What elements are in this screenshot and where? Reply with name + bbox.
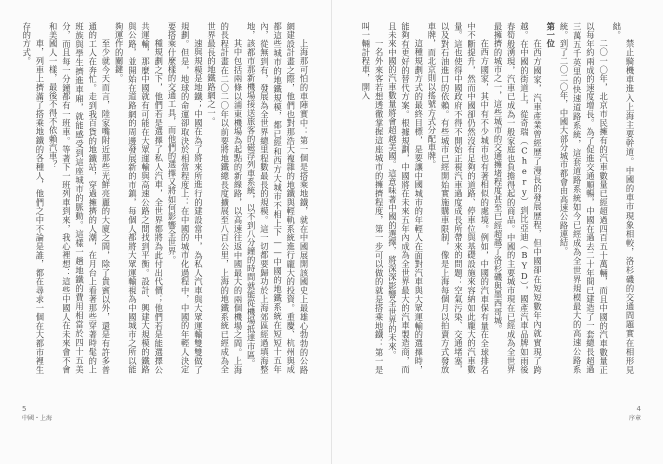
paragraph: 在西方國家，其中有不少城市也有著相似的處境。例如，中國的汽車保有量在全球排名中不斷提升，然而中國卻仍然沒有足夠的道路、停車位與基礎設施來容納如此龐大的汽車數量。這也使得中國政府不得不開始正視汽車過度成長所帶來的問題：空氣污染、交通堵塞，以及對石油進口的依賴。有些城市已經開始實施購車限制，像是上海每個月以拍賣方式發放車牌，而北京則以搖號方式分配車牌。 bbox=[426, 22, 490, 374]
paragraph: 這種規劃方式的最終目標，是要讓中國城市的年輕人在面對汽車與大眾運輸的選擇時，能夠有更好的替代方案。根據規劃，中國將在未來五年內成為全世界最大的汽車製造商，而且未來中國的汽車數量將會超越美國。這意味著中國的選擇，將深深影響全世界的未來。 bbox=[387, 22, 424, 374]
paragraph: 速與規模是地鐵；中國在為了將來所進行的建設當中，為私人汽車與大眾運輸雙雙做了規劃。但是，地球的命運卻取決於相當程度上：在中國的城市化過程中，中國的年輕人決定要搭乘什麼樣的交通工具，而他們的選擇又將如何影響全世界。 bbox=[166, 22, 204, 374]
paragraph: 上海那可怕的車陣實中：第一個是搭乘地鐵，就在中國展開該國史上最雄心勃勃的公路網建設計畫之際，他們也對那浩大複雜的地鐵與輕軌系統進行龐大的投資。重慶、杭州與成都這些城市的地鐵規模，都已經和西方大城市不相上下——中國的地鐵系統在短短十五年內，從無到有，發展為全世界總里程數最長的規模。這一切都要歸功於上海郊區經過填海整地，該都市那新機場接送旅客的磁浮列車系統，以不到八分鐘的時間就能從機場抵達市區。 bbox=[246, 22, 309, 374]
right-page-footer bbox=[629, 404, 641, 424]
paragraph: 至少就今天而言，陸家嘴附近那些光鮮亮麗的大廈之間，除了貴賓以外，還是有許多普通的工人在奔忙。走到我百貨的地鐵站，穿過擁擠的人潮，在月台上看著那些穿著時髦的上班族與學生擠進車廂，就能感受到這座城市的脈動。這樣一趟地鐵的費用相當於四十五美分，而且每一分鐘都有一班車。等著下一班列車到來，我心裡想：這些中國人在未來會不會和美國人一樣，最後不得不依賴汽車？ bbox=[48, 22, 111, 374]
right-page-body bbox=[350, 22, 636, 374]
page-number: 5 bbox=[22, 405, 27, 413]
paragraph: 其中包括兩條以浦東機場為起點的新線路，以高速往返中國最大的兩個機場之間。上海的長程計畫在二〇二〇年以前要將地鐵總長度擴展至八百公里，上海的地鐵系統已經成為全世界最長的地鐵路網之一。 bbox=[206, 22, 243, 374]
paragraph: 一名外來客若想透徹掌握這座城市的擁擠程度，第一步可以做的就是搭乘地鐵：第一是叫一輛計程車，開入 bbox=[360, 22, 385, 374]
page-number: 4 bbox=[636, 405, 641, 413]
right-page bbox=[332, 0, 663, 464]
left-page-footer bbox=[22, 404, 52, 424]
paragraph: 車，列車上擠滿了搭乘地鐵的各種人，他們之中不論是誰，都在尋求一個在大都市裡生存的方式。 bbox=[21, 22, 45, 374]
section-heading: 第一位 bbox=[545, 22, 556, 48]
paragraph: 在西方國家，汽車產業曾經歷了漫長的發展歷程，但中國卻在短短數年內就實現了跨越。在中國的街道上，從奇瑞（Chery）到比亞迪（BYD），國產汽車品牌如雨後春筍般湧現，汽車已成為一般家庭也負擔得起的商品。中國的主要城市現在已經成為全世界最擁擠的城市之一，這些城市的交通擁堵程度甚至已經超越了洛杉磯與墨西哥城。 bbox=[492, 22, 543, 374]
running-footer: 序章 bbox=[628, 415, 641, 422]
paragraph: 禁止騎機車進入上海主要幹道。中國的車市現象相較，洛杉磯的交通問題實在相形見絀。 bbox=[611, 22, 635, 374]
paragraph: 二〇一〇年，北京市民擁有的汽車數量已經超過四百五十萬輛，而且中國的汽車數量正以每年約兩成的速度增長。為了促進交通順暢，中國在過去二十年間已建造了一套總長超過三萬五千英里的快速道路系統，這套道路系統如今已經成為全世界規模最大的高速公路系統。到了二〇二〇年，中國大部分城市都會由高速公路連結。 bbox=[558, 22, 609, 374]
paragraph: 種規劃之下，他們若是選擇了私人汽車，全世界都將為此付出代價；他們若是能選擇公共運輸，那麼中國就有可能在大眾運輸與高速公路之間找到平衡。設計、興建大規模的鐵路與公路，並開始在道路網的周邊發展新的市鎮，每個人都將大眾運輸視為中國城市之所以能夠運作的關鍵。 bbox=[114, 22, 164, 374]
left-page-body bbox=[21, 22, 310, 374]
running-footer: 中國・上海 bbox=[22, 415, 53, 422]
